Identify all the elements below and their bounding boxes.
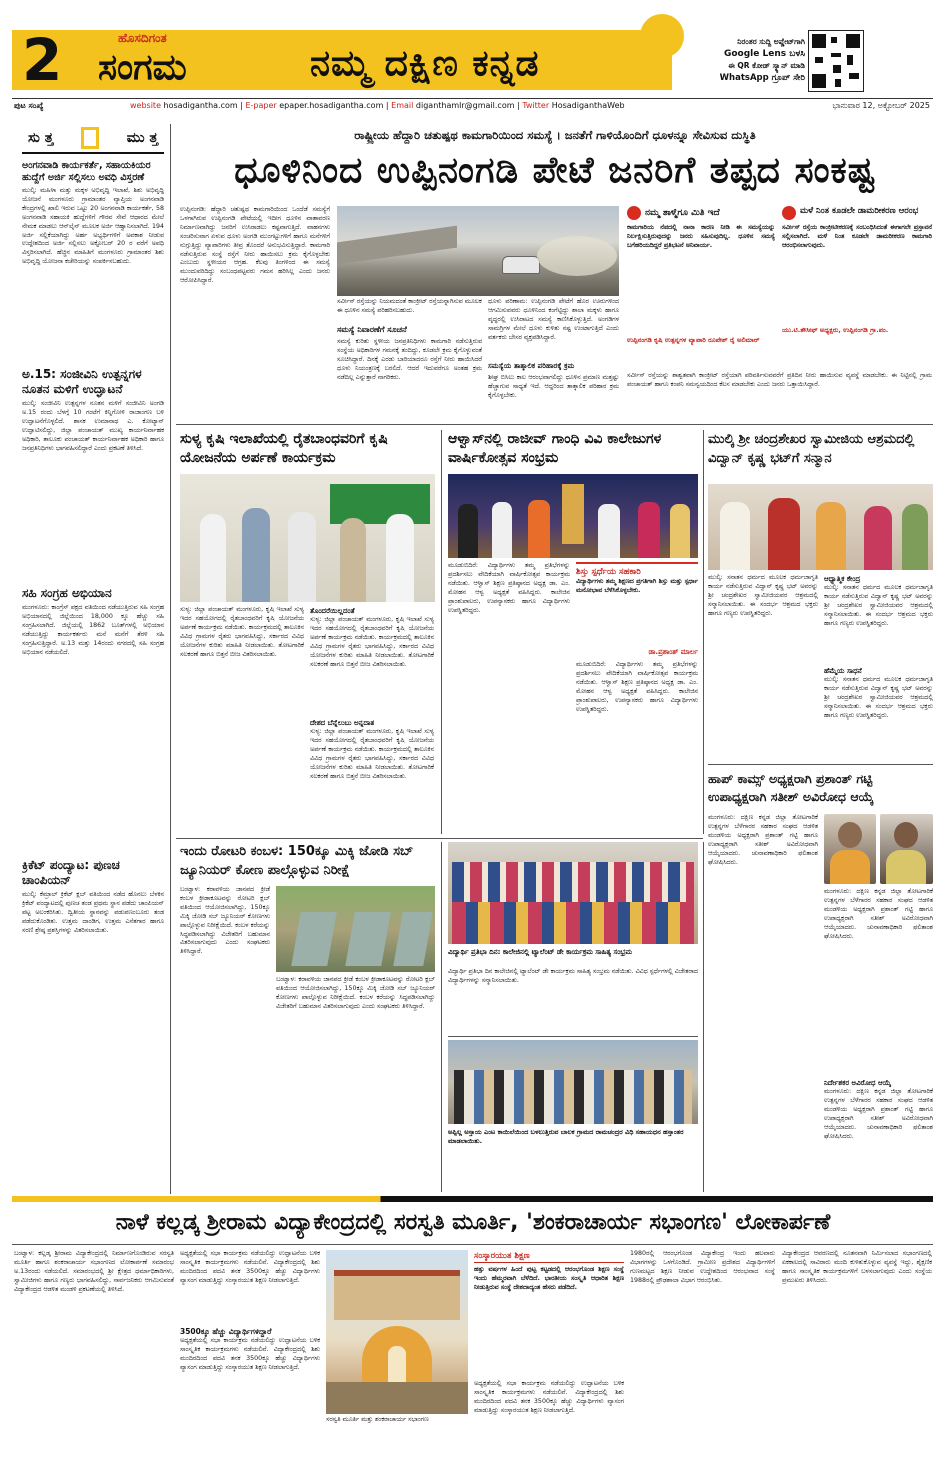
- brief-story: [22, 367, 164, 580]
- bottom-col1: ಬಂಟ್ವಾಳ: ಕಲ್ಲಡ್ಕ ಶ್ರೀರಾಮ ವಿದ್ಯಾಕೇಂದ್ರದಲ್ಲಿ ನಿರ್ಮಾಣಗೊಂಡಿರುವ ಸರಸ್ವತಿ ಮೂರ್ತಿ ಹಾಗೂ ಶಂಕರಾಚಾರ್ಯ ಸಭಾಂಗಣದ ಲೋಕಾರ್ಪಣೆ ಸಮಾರಂಭ ಅ.13ರಂದು ನಡೆಯಲಿದೆ. ಸಮಾರಂಭದಲ್ಲಿ ಶ್ರೀ ಕ್ಷೇತ್ರದ ಧರ್ಮಾಧಿಕಾರಿಗಳು, ಸ್ವಾಮೀಜಿಗಳು ಹಾಗೂ ಗಣ್ಯರು ಭಾಗವಹಿಸಲಿದ್ದು, ಸಾರ್ವಜನಿಕರು ಆಗಮಿಸುವಂತೆ ವಿದ್ಯಾಕೇಂದ್ರದ ಆಡಳಿತ ಮಂಡಳಿ ಪ್ರಕಟಣೆಯಲ್ಲಿ ತಿಳಿಸಿದೆ.: [14, 1250, 174, 1293]
- bottom-headline: ನಾಳೆ ಕಲ್ಲಡ್ಕ ಶ್ರೀರಾಮ ವಿದ್ಯಾಕೇಂದ್ರದಲ್ಲಿ ಸರಸ್ವತಿ ಮೂರ್ತಿ, 'ಶಂಕರಾಚಾರ್ಯ ಸಭಾಂಗಣ' ಲೋಕಾರ್ಪಣೆ: [115, 1210, 831, 1235]
- story-body: ವಿದ್ಯಾರ್ಥಿ ಪ್ರತಿಭಾ ದಿನ ಕಾಲೇಜಿನಲ್ಲಿ ಟ್ಯಾಲೆಂಟ್ ಡೇ ಕಾರ್ಯಕ್ರಮ ಸಾಹಿತ್ಯ ಸಂಭ್ರಮ ನಡೆಯಿತು. ವಿವಿಧ ಸ್ಪರ್ಧೆಗಳಲ್ಲಿ ವಿಜೇತರಾದ ವಿದ್ಯಾರ್ಥಿಗಳನ್ನು ಸನ್ಮಾನಿಸಲಾಯಿತು.: [448, 968, 698, 984]
- link-label: website: [130, 101, 161, 110]
- section-title: ನಮ್ಮ ದಕ್ಷಿಣ ಕನ್ನಡ: [310, 43, 540, 84]
- quote-title: ಮಳೆ ನಿಂತ ಕೂಡಲೇ ಡಾಮರೀಕರಣ ಆರಂಭ: [782, 206, 932, 220]
- story-talent: [448, 842, 698, 1032]
- group-people: [454, 1070, 692, 1124]
- lead-photo: [337, 206, 619, 296]
- story-body: ಬಂಟ್ವಾಳ: ಕರಾವಳಿಯ ಜಾನಪದ ಕ್ರೀಡೆ ಕಂಬಳ ಕ್ರೀಡಾಕೂಟವನ್ನು ರೋಟರಿ ಕ್ಲಬ್ ವತಿಯಿಂದ ಆಯೋಜಿಸಲಾಗಿದ್ದು, 150ಕ್ಕೂ ಮಿಕ್ಕಿ ಜೋಡಿ ಸಬ್ ಜ್ಯೂನಿಯರ್ ಕೋಣಗಳು ಪಾಲ್ಗೊಳ್ಳುವ ನಿರೀಕ್ಷೆಯಿದೆ. ಕಂಬಳ ಕರೆಯನ್ನು ಸಿದ್ಧಪಡಿಸಲಾಗಿದ್ದು ವಿಜೇತರಿಗೆ ಬಹುಮಾನ ವಿತರಿಸಲಾಗುವುದು ಎಂದು ಸಂಘಟಕರು ತಿಳಿಸಿದ್ದಾರೆ.: [276, 976, 435, 1010]
- row3-mid-rule: [448, 1036, 698, 1037]
- person: [638, 502, 660, 558]
- story-photo: [708, 484, 933, 570]
- brief-headline: ಅಂಗನವಾಡಿ ಕಾರ್ಯಕರ್ತೆ, ಸಹಾಯಕಿಯರ ಹುದ್ದೆಗೆ ಅರ್ಜಿ ಸಲ್ಲಿಸಲು ಅವಧಿ ವಿಸ್ತರಣೆ: [22, 160, 151, 183]
- link-label: Email: [391, 101, 414, 110]
- story-subhead: ಹೆಮ್ಮೆಯ ಸಾಧನೆ: [824, 667, 862, 675]
- qr-promo-line: ಈ QR ಕೋಡ್ ಸ್ಕ್ಯಾನ್ ಮಾಡಿ: [728, 61, 805, 70]
- lead-col2: ಸಮಸ್ಯೆ ಕುರಿತು ಸ್ಥಳೀಯ ಜನಪ್ರತಿನಿಧಿಗಳು ಕಾಮಗಾರಿ ನಡೆಸುತ್ತಿರುವ ಸಂಸ್ಥೆಯ ಅಧಿಕಾರಿಗಳ ಗಮನಕ್ಕೆ ತಂದಿದ್ದು, ಕೂಡಲೇ ಕ್ರಮ ಕೈಗೊಳ್ಳುವಂತೆ ಸೂಚಿಸಿದ್ದಾರೆ. ದಿನಕ್ಕೆ ಎರಡು ಬಾರಿಯಾದರೂ ರಸ್ತೆಗೆ ನೀರು ಹಾಯಿಸಿದರೆ ಧೂಳು ನಿಯಂತ್ರಣಕ್ಕೆ ಬರಲಿದೆ. ಆದರೆ ಇದುವರೆಗೂ ಅಂತಹ ಕ್ರಮ ನಡೆದಿಲ್ಲ ಎನ್ನುತ್ತಾರೆ ನಾಗರಿಕರು.: [337, 338, 482, 381]
- person: [528, 500, 550, 558]
- story-body: ಅಧ್ಯಕ್ಷತೆಯಲ್ಲಿ ಸಭಾ ಕಾರ್ಯಕ್ರಮ ನಡೆಯಲಿದ್ದು ಉದ್ಘಾಟನೆಯ ಬಳಿಕ ಸಾಂಸ್ಕೃತಿಕ ಕಾರ್ಯಕ್ರಮಗಳು ನಡೆಯಲಿವೆ. ವಿದ್ಯಾಕೇಂದ್ರದಲ್ಲಿ ಶಿಶು ಮಂದಿರದಿಂದ ಪದವಿ ತನಕ 3500ಕ್ಕೂ ಹೆಚ್ಚು ವಿದ್ಯಾರ್ಥಿಗಳು ವ್ಯಾಸಂಗ ಮಾಡುತ್ತಿದ್ದು ಸಂಸ್ಕಾರಯುತ ಶಿಕ್ಷಣ ನೀಡಲಾಗುತ್ತಿದೆ.: [180, 1337, 320, 1371]
- mutta-label: ಮು ತ್ತ: [126, 130, 158, 146]
- brief-body: ಮುಲ್ಕಿ: ಕೆಮ್ರಾಲ್ ಕ್ರಿಕೆಟ್ ಕ್ಲಬ್ ವತಿಯಿಂದ ನಡೆದ ಹೊನಲು ಬೆಳಕಿನ ಕ್ರಿಕೆಟ್ ಪಂದ್ಯಾಟದಲ್ಲಿ ಪುಣಚ ತಂಡ ಪ್ರಥಮ ಸ್ಥಾನ ಪಡೆದು ಚಾಂಪಿಯನ್ ಪಟ್ಟ ಅಲಂಕರಿಸಿತು. ದ್ವಿತೀಯ ಸ್ಥಾನವನ್ನು ಪಡುಪಣಂಬೂರು ತಂಡ ಪಡೆದುಕೊಂಡಿತು. ಉತ್ತಮ ದಾಂಡಿಗ, ಉತ್ತಮ ಎಸೆತಗಾರ ಹಾಗೂ ಸರಣಿ ಶ್ರೇಷ್ಠ ಪ್ರಶಸ್ತಿಗಳನ್ನು ವಿತರಿಸಲಾಯಿತು.: [22, 891, 164, 934]
- story-headline: ಅಪ್ಪಿಲ್ಲ ಅಸ್ತಾಯ ಎಂಟ ಕಾಯಿಲೆಯಿಂದ ಬಳಲುತ್ತಿರುವ ಬಾಲಕ ಗ್ರಾಮದ ರಾಮಚಂದ್ರರ ವಿಧಿ ಸಹಾಯಧನ ಹಸ್ತಾಂತರ ಮಾಡಲಾಯಿತು.: [448, 1128, 684, 1145]
- quote-credit: ಯು.ಟಿ.ತೌಸೀಫ್ ಅಧ್ಯಕ್ಷರು, ಉಪ್ಪಿನಂಗಡಿ ಗ್ರಾ.ಪಂ.: [782, 326, 889, 334]
- story-alvas: [448, 430, 698, 834]
- story-body: ಅಧ್ಯಕ್ಷತೆಯಲ್ಲಿ ಸಭಾ ಕಾರ್ಯಕ್ರಮ ನಡೆಯಲಿದ್ದು ಉದ್ಘಾಟನೆಯ ಬಳಿಕ ಸಾಂಸ್ಕೃತಿಕ ಕಾರ್ಯಕ್ರಮಗಳು ನಡೆಯಲಿವೆ. ವಿದ್ಯಾಕೇಂದ್ರದಲ್ಲಿ ಶಿಶು ಮಂದಿರದಿಂದ ಪದವಿ ತನಕ 3500ಕ್ಕೂ ಹೆಚ್ಚು ವಿದ್ಯಾರ್ಥಿಗಳು ವ್ಯಾಸಂಗ ಮಾಡುತ್ತಿದ್ದು ಸಂಸ್ಕಾರಯುತ ಶಿಕ್ಷಣ ನೀಡಲಾಗುತ್ತಿದೆ.: [474, 1380, 624, 1414]
- story-subhead: ಆಧ್ಯಾತ್ಮಿಕ ಕೇಂದ್ರ: [824, 575, 861, 583]
- quote-box-left: [627, 206, 775, 370]
- group-row: [452, 862, 694, 902]
- sutta-mutta-column: [22, 124, 164, 1194]
- lead-col3b: ಶೀಘ್ರ ಬಿಸಿಲು ಕಾಲ ಆರಂಭವಾಗಲಿದ್ದು ಧೂಳಿನ ಪ್ರಮಾಣ ಮತ್ತಷ್ಟು ಹೆಚ್ಚಾಗುವ ಸಾಧ್ಯತೆ ಇದೆ. ಆದ್ದರಿಂದ ತಾತ್ಕಾಲಿಕ ಪರಿಹಾರ ಕ್ರಮ ಕೈಗೊಳ್ಳಬೇಕು.: [488, 374, 619, 399]
- lead-col3: ಧೂಳು ಪರಿಣಾಮ: ಉಪ್ಪಿನಂಗಡಿ ಪೇಟೆಗೆ ಹೊರ ಊರುಗಳಿಂದ ಆಗಮಿಸುವವರು ಧೂಳಿನಿಂದ ಕಂಗೆಟ್ಟಿದ್ದು ಶಾಲಾ ಮಕ್ಕಳು ಹಾಗೂ ವೃದ್ಧರಲ್ಲಿ ಉಸಿರಾಟದ ಸಮಸ್ಯೆ ಕಾಣಿಸಿಕೊಳ್ಳುತ್ತಿದೆ. ಅಂಗಡಿಗಳ ಸಾಮಗ್ರಿಗಳ ಮೇಲೆ ಧೂಳು ಕುಳಿತು ನಷ್ಟ ಉಂಟಾಗುತ್ತಿದೆ ಎಂದು ವರ್ತಕರು ಬೇಸರ ವ್ಯಕ್ತಪಡಿಸಿದ್ದಾರೆ.: [488, 298, 619, 341]
- person: [386, 514, 414, 602]
- quote-body: ಸರ್ವೀಸ್ ರಸ್ತೆಯ ಕಾಂಕ್ರೀಟೀಕರಣಕ್ಕೆ ಸಂಬಂಧಿಸಿದಂತೆ ಈಗಾಗಲೇ ಪ್ರಸ್ತಾವನೆ ಸಲ್ಲಿಸಲಾಗಿದೆ. ಮಳೆ ನಿಂತ ಕೂಡಲೇ ಡಾಮರೀಕರಣ ಕಾಮಗಾರಿ ಆರಂಭಿಸಲಾಗುವುದು.: [782, 224, 932, 249]
- ground: [326, 1382, 468, 1414]
- frame-icon: [81, 127, 99, 149]
- lead-photo-caption: ಸರ್ವೀಸ್ ರಸ್ತೆಯನ್ನು ನಿಯಮದಂತೆ ಕಾಂಕ್ರೀಟ್ ರಸ್ತೆಯನ್ನಾಗಿಸುವ ಮೂಲಕ ಈ ಧೂಳಿನ ಸಮಸ್ಯೆ ಪರಿಹರಿಸಬಹುದು.: [337, 298, 482, 314]
- story-body: ಅಧ್ಯಕ್ಷತೆಯಲ್ಲಿ ಸಭಾ ಕಾರ್ಯಕ್ರಮ ನಡೆಯಲಿದ್ದು ಉದ್ಘಾಟನೆಯ ಬಳಿಕ ಸಾಂಸ್ಕೃತಿಕ ಕಾರ್ಯಕ್ರಮಗಳು ನಡೆಯಲಿವೆ. ವಿದ್ಯಾಕೇಂದ್ರದಲ್ಲಿ ಶಿಶು ಮಂದಿರದಿಂದ ಪದವಿ ತನಕ 3500ಕ್ಕೂ ಹೆಚ್ಚು ವಿದ್ಯಾರ್ಥಿಗಳು ವ್ಯಾಸಂಗ ಮಾಡುತ್ತಿದ್ದು ಸಂಸ್ಕಾರಯುತ ಶಿಕ್ಷಣ ನೀಡಲಾಗುತ್ತಿದೆ.: [180, 1250, 320, 1284]
- website-link[interactable]: hosadigantha.com: [163, 101, 238, 110]
- person: [720, 502, 750, 570]
- story-subhead: ದೇಶದ ಬೆನ್ನೆಲುಬು ಅನ್ನದಾತ: [310, 719, 375, 727]
- story-body: ಮುಲ್ಕಿ: ಸನಾತನ ಧರ್ಮದ ಮೂಲಕ ಧರ್ಮಜಾಗೃತಿ ಕಾರ್ಯ ನಡೆಸುತ್ತಿರುವ ವಿದ್ವಾನ್ ಕೃಷ್ಣ ಭಟ್ ಅವರನ್ನು ಶ್ರೀ ಚಂದ್ರಶೇಖರ ಸ್ವಾಮೀಜಿಯವರ ಆಶ್ರಮದಲ್ಲಿ ಸನ್ಮಾನಿಸಲಾಯಿತು. ಈ ಸಂದರ್ಭ ಆಶ್ರಮದ ಭಕ್ತರು ಹಾಗೂ ಗಣ್ಯರು ಉಪಸ್ಥಿತರಿದ್ದರು.: [708, 574, 818, 617]
- person: [200, 514, 226, 602]
- speech-bubble-icon: [627, 206, 641, 220]
- story-donation: [448, 1040, 698, 1192]
- building: [334, 1270, 460, 1320]
- brand-big: ಸಂಗಮ: [98, 47, 187, 88]
- water-track: [345, 912, 391, 966]
- speech-bubble-icon: [782, 206, 796, 220]
- brief-headline: ಕ್ರಿಕೆಟ್ ಪಂದ್ಯಾಟ: ಪುಣಚ ಚಾಂಪಿಯನ್: [22, 858, 120, 887]
- bottom-col4: ವಿದ್ಯಾಕೇಂದ್ರದ ಆವರಣದಲ್ಲಿ ನೂತನವಾಗಿ ನಿರ್ಮಿಸಲಾದ ಸಭಾಂಗಣದಲ್ಲಿ ಏಕಕಾಲದಲ್ಲಿ ಸಾವಿರಾರು ಮಂದಿ ಕುಳಿತುಕೊಳ್ಳುವ ವ್ಯವಸ್ಥೆ ಇದ್ದು, ಶೈಕ್ಷಣಿಕ ಹಾಗೂ ಸಾಂಸ್ಕೃತಿಕ ಕಾರ್ಯಕ್ರಮಗಳಿಗೆ ಬಳಸಲಾಗುವುದು ಎಂದು ಸಂಸ್ಥೆಯ ಪ್ರಮುಖರು ತಿಳಿಸಿದರು.: [782, 1250, 932, 1284]
- person: [816, 502, 846, 570]
- person: [458, 504, 478, 558]
- brief-story: [22, 858, 164, 1161]
- story-headline: ಇಂದು ರೋಟರಿ ಕಂಬಳ: 150ಕ್ಕೂ ಮಿಕ್ಕಿ ಜೋಡಿ ಸಬ್ ಜ್ಯೂನಿಯರ್ ಕೋಣ ಪಾಲ್ಗೊಳ್ಳುವ ನಿರೀಕ್ಷೆ: [180, 844, 414, 878]
- brief-story: [22, 160, 164, 361]
- story-body: ಮಂಗಳೂರು: ದಕ್ಷಿಣ ಕನ್ನಡ ಜಿಲ್ಲಾ ತೋಟಗಾರಿಕೆ ಉತ್ಪನ್ನಗಳ ಬೆಳೆಗಾರರ ಸಹಕಾರ ಸಂಘದ ಆಡಳಿತ ಮಂಡಳಿಯ ಅಧ್ಯಕ್ಷರಾಗಿ ಪ್ರಶಾಂತ್ ಗಟ್ಟಿ ಹಾಗೂ ಉಪಾಧ್ಯಕ್ಷರಾಗಿ ಸತೀಶ್ ಅವಿರೋಧವಾಗಿ ಆಯ್ಕೆಯಾದರು. ಚುನಾವಣಾಧಿಕಾರಿ ಫಲಿತಾಂಶ ಘೋಷಿಸಿದರು.: [708, 814, 818, 866]
- story-body: ಮಂಗಳೂರು: ದಕ್ಷಿಣ ಕನ್ನಡ ಜಿಲ್ಲಾ ತೋಟಗಾರಿಕೆ ಉತ್ಪನ್ನಗಳ ಬೆಳೆಗಾರರ ಸಹಕಾರ ಸಂಘದ ಆಡಳಿತ ಮಂಡಳಿಯ ಅಧ್ಯಕ್ಷರಾಗಿ ಪ್ರಶಾಂತ್ ಗಟ್ಟಿ ಹಾಗೂ ಉಪಾಧ್ಯಕ್ಷರಾಗಿ ಸತೀಶ್ ಅವಿರೋಧವಾಗಿ ಆಯ್ಕೆಯಾದರು. ಚುನಾವಣಾಧಿಕಾರಿ ಫಲಿತಾಂಶ ಘೋಷಿಸಿದರು.: [824, 888, 933, 940]
- story-photo: [448, 1040, 698, 1124]
- banner: [330, 484, 430, 524]
- lead-headline: ಧೂಳಿನಿಂದ ಉಪ್ಪಿನಂಗಡಿ ಪೇಟೆ ಜನರಿಗೆ ತಪ್ಪದ ಸಂಕಷ್ಟ: [234, 150, 876, 191]
- edition-label: ಪುಟ ಸಂಖ್ಯೆ: [14, 101, 44, 110]
- qr-promo-line: Google Lens ಬಳಸಿ: [723, 49, 805, 59]
- story-subhead: ನಿರ್ದೇಶಕರ ಅವಿರೋಧ ಆಯ್ಕೆ: [824, 1079, 892, 1087]
- bottom-highlight-box: [474, 1250, 624, 1450]
- dust-cloud: [537, 236, 617, 276]
- qr-promo: [690, 36, 805, 92]
- bottom-photo: [326, 1250, 468, 1414]
- story-body: ಬಂಟ್ವಾಳ: ಕರಾವಳಿಯ ಜಾನಪದ ಕ್ರೀಡೆ ಕಂಬಳ ಕ್ರೀಡಾಕೂಟವನ್ನು ರೋಟರಿ ಕ್ಲಬ್ ವತಿಯಿಂದ ಆಯೋಜಿಸಲಾಗಿದ್ದು, 150ಕ್ಕೂ ಮಿಕ್ಕಿ ಜೋಡಿ ಸಬ್ ಜ್ಯೂನಿಯರ್ ಕೋಣಗಳು ಪಾಲ್ಗೊಳ್ಳುವ ನಿರೀಕ್ಷೆಯಿದೆ. ಕಂಬಳ ಕರೆಯನ್ನು ಸಿದ್ಧಪಡಿಸಲಾಗಿದ್ದು ವಿಜೇತರಿಗೆ ಬಹುಮಾನ ವಿತರಿಸಲಾಗುವುದು ಎಂದು ಸಂಘಟಕರು ತಿಳಿಸಿದ್ದಾರೆ.: [180, 886, 270, 956]
- lead-kicker: ರಾಷ್ಟ್ರೀಯ ಹೆದ್ದಾರಿ ಚತುಷ್ಪಥ ಕಾಮಗಾರಿಯಿಂದ ಸಮಸ್ಯೆ । ಜನತೆಗೆ ಗಾಳಿಯೊಂದಿಗೆ ಧೂಳನ್ನೂ ಸೇವಿಸುವ ದುಸ್ಥಿತಿ: [354, 128, 756, 142]
- epaper-link[interactable]: epaper.hosadigantha.com: [279, 101, 384, 110]
- person: [768, 498, 800, 570]
- car-icon: [502, 256, 540, 274]
- water-track: [393, 912, 433, 966]
- twitter-link[interactable]: HosadiganthaWeb: [551, 101, 625, 110]
- row3-divider: [703, 842, 704, 1192]
- brief-story: [22, 586, 164, 852]
- qr-code-icon[interactable]: [808, 30, 864, 92]
- story-body: ಸುಳ್ಯ: ಜಿಲ್ಲಾ ಪಂಚಾಯತ್ ಮಂಗಳೂರು, ಕೃಷಿ ಇಲಾಖೆ ಸುಳ್ಯ ಇದರ ಸಹಯೋಗದಲ್ಲಿ ರೈತಬಾಂಧವರಿಗೆ ಕೃಷಿ ಯೋಜನೆಯ ಅರ್ಪಣೆ ಕಾರ್ಯಕ್ರಮ ನಡೆಯಿತು. ಕಾರ್ಯಕ್ರಮದಲ್ಲಿ ತಾಲೂಕಿನ ವಿವಿಧ ಗ್ರಾಮಗಳ ರೈತರು ಭಾಗವಹಿಸಿದ್ದು, ಸರ್ಕಾರದ ವಿವಿಧ ಯೋಜನೆಗಳ ಕುರಿತು ಮಾಹಿತಿ ನೀಡಲಾಯಿತು. ತೋಟಗಾರಿಕೆ ಸಲಕರಣೆ ಹಾಗೂ ಬಿತ್ತನೆ ಬೀಜ ವಿತರಿಸಲಾಯಿತು.: [180, 606, 304, 658]
- row3-divider: [441, 842, 442, 1192]
- quote-body: ಕಾಮಗಾರಿಯ ನೆಪದಲ್ಲಿ ನಾನಾ ಕಾರಣ ನೀಡಿ ಈ ಸಮಸ್ಯೆಯನ್ನು ನಿರ್ಲಕ್ಷಿಸುತ್ತಿರುವುದನ್ನು ಜನರು ಸಹಿಸುವುದಿಲ್ಲ. ಧೂಳಿನ ಸಮಸ್ಯೆ ಬಗೆಹರಿಯದಿದ್ದರೆ ಪ್ರತಿಭಟನೆ ಅನಿವಾರ್ಯ.: [627, 224, 775, 249]
- bottom-col3: 1980ರಲ್ಲಿ ಆರಂಭಗೊಂಡ ವಿದ್ಯಾಕೇಂದ್ರ ಇಂದು ಹಲವಾರು ವಿಭಾಗಗಳನ್ನು ಒಳಗೊಂಡಿದೆ. ಗ್ರಾಮೀಣ ಪ್ರದೇಶದ ವಿದ್ಯಾರ್ಥಿಗಳಿಗೆ ಗುಣಮಟ್ಟದ ಶಿಕ್ಷಣ ನೀಡುವ ಉದ್ದೇಶದಿಂದ ಆರಂಭವಾದ ಸಂಸ್ಥೆ 1988ರಲ್ಲಿ ಪ್ರೌಢಶಾಲಾ ವಿಭಾಗ ಆರಂಭಿಸಿತು.: [630, 1250, 775, 1284]
- person: [670, 504, 690, 558]
- quote-title: ನಮ್ಮ ತಾಳ್ಮೆಗೂ ಮಿತಿ ಇದೆ: [627, 206, 775, 220]
- highlight-body: ವಿದ್ಯಾರ್ಥಿಗಳು ತಮ್ಮ ಶಿಕ್ಷಣದ ಪ್ರಗತಿಗಾಗಿ ಶಿಸ್ತು ಮತ್ತು ಸ್ಪರ್ಧಾ ಮನೋಭಾವ ಬೆಳೆಸಿಕೊಳ್ಳಬೇಕು.: [576, 578, 698, 594]
- story-body: ಸುಳ್ಯ: ಜಿಲ್ಲಾ ಪಂಚಾಯತ್ ಮಂಗಳೂರು, ಕೃಷಿ ಇಲಾಖೆ ಸುಳ್ಯ ಇದರ ಸಹಯೋಗದಲ್ಲಿ ರೈತಬಾಂಧವರಿಗೆ ಕೃಷಿ ಯೋಜನೆಯ ಅರ್ಪಣೆ ಕಾರ್ಯಕ್ರಮ ನಡೆಯಿತು. ಕಾರ್ಯಕ್ರಮದಲ್ಲಿ ತಾಲೂಕಿನ ವಿವಿಧ ಗ್ರಾಮಗಳ ರೈತರು ಭಾಗವಹಿಸಿದ್ದು, ಸರ್ಕಾರದ ವಿವಿಧ ಯೋಜನೆಗಳ ಕುರಿತು ಮಾಹಿತಿ ನೀಡಲಾಯಿತು. ತೋಟಗಾರಿಕೆ ಸಲಕರಣೆ ಹಾಗೂ ಬಿತ್ತನೆ ಬೀಜ ವಿತರಿಸಲಾಯಿತು.: [310, 616, 434, 668]
- brand-small: ಹೊಸದಿಗಂತ: [118, 31, 167, 45]
- sun-icon: [640, 14, 684, 58]
- story-body: ಮುಲ್ಕಿ: ಸನಾತನ ಧರ್ಮದ ಮೂಲಕ ಧರ್ಮಜಾಗೃತಿ ಕಾರ್ಯ ನಡೆಸುತ್ತಿರುವ ವಿದ್ವಾನ್ ಕೃಷ್ಣ ಭಟ್ ಅವರನ್ನು ಶ್ರೀ ಚಂದ್ರಶೇಖರ ಸ್ವಾಮೀಜಿಯವರ ಆಶ್ರಮದಲ್ಲಿ ಸನ್ಮಾನಿಸಲಾಯಿತು. ಈ ಸಂದರ್ಭ ಆಶ್ರಮದ ಭಕ್ತರು ಹಾಗೂ ಗಣ್ಯರು ಉಪಸ್ಥಿತರಿದ್ದರು.: [824, 676, 933, 719]
- quote-credit: ಉಪ್ಪಿನಂಗಡಿ ಕೃಷಿ ಉತ್ಪನ್ನಗಳ ವ್ಯಾಪಾರಿ ರೂಪೇಶ್ ರೈ ಅಲಿಮಾರ್: [627, 336, 760, 344]
- lead-bottom-rule: [176, 424, 933, 425]
- highlight-title: ಸಂಸ್ಕಾರಯುತ ಶಿಕ್ಷಣ: [474, 1250, 624, 1263]
- brief-body: ಮುಲ್ಕಿ: ಮಹಿಳಾ ಮತ್ತು ಮಕ್ಕಳ ಅಭಿವೃದ್ಧಿ ಇಲಾಖೆ, ಶಿಶು ಅಭಿವೃದ್ಧಿ ಯೋಜನೆ ಮಂಗಳೂರು ಗ್ರಾಮಾಂತರ ವ್ಯಾಪ್ತಿಯ ಅಂಗನವಾಡಿ ಕೇಂದ್ರಗಳಲ್ಲಿ ಖಾಲಿ ಇರುವ ಒಟ್ಟು 20 ಅಂಗನವಾಡಿ ಕಾರ್ಯಕರ್ತೆ, 58 ಅಂಗನವಾಡಿ ಸಹಾಯಕಿ ಹುದ್ದೆಗಳಿಗೆ ಗೌರವ ಸೇವೆ ಆಧಾರದ ಮೇಲೆ ನೇಮಕ ಮಾಡಲು ಆನ್‌ಲೈನ್ ಮೂಲಕ ಅರ್ಜಿ ಆಹ್ವಾನಿಸಲಾಗಿದೆ. 194 ಅರ್ಜಿ ಸಲ್ಲಿಕೆಯಾಗಿದ್ದು ಅರ್ಹ ಅಭ್ಯರ್ಥಿಗಳಿಗೆ ಅವಕಾಶ ನೀಡುವ ಉದ್ದೇಶದಿಂದ ಅರ್ಜಿ ಸಲ್ಲಿಸಲು ಅಕ್ಟೋಬರ್ 20 ರ ವರೆಗೆ ಅವಧಿ ವಿಸ್ತರಿಸಲಾಗಿದೆ. ಹೆಚ್ಚಿನ ಮಾಹಿತಿಗೆ ಮಂಗಳೂರು ಗ್ರಾಮಾಂತರ ಶಿಶು ಅಭಿವೃದ್ಧಿ ಯೋಜನಾ ಕಚೇರಿಯನ್ನು ಸಂಪರ್ಕಿಸಬಹುದು.: [22, 187, 164, 266]
- quote-box-right: [782, 206, 932, 370]
- highlight-body: ಹತ್ತು ವರ್ಷಗಳ ಹಿಂದೆ ಪುಟ್ಟ ಕಟ್ಟಡದಲ್ಲಿ ಆರಂಭಗೊಂಡ ಶಿಕ್ಷಣ ಸಂಸ್ಥೆ ಇಂದು ಹೆಮ್ಮರವಾಗಿ ಬೆಳೆದಿದೆ. ಭಾರತೀಯ ಸಂಸ್ಕೃತಿ ಆಧಾರಿತ ಶಿಕ್ಷಣ ನೀಡುತ್ತಿರುವ ಸಂಸ್ಥೆ ದೇಶದಾದ್ಯಂತ ಹೆಸರು ಪಡೆದಿದೆ.: [474, 1266, 624, 1291]
- row-divider: [708, 764, 933, 765]
- story-subhead: 3500ಕ್ಕೂ ಹೆಚ್ಚು ವಿದ್ಯಾರ್ಥಿಗಳಿದ್ದಾರೆ: [180, 1327, 272, 1336]
- email-link[interactable]: diganthamlr@gmail.com: [415, 101, 515, 110]
- stage-lamp: [562, 484, 584, 544]
- highlight-box: [576, 562, 698, 657]
- page-number: 2: [22, 28, 63, 92]
- highlight-credit: ಡಾ.ಪ್ರಶಾಂತ್ ಮಾರ್ಲ: [648, 648, 698, 656]
- row2-divider: [441, 430, 442, 834]
- kambala-track-photo: [276, 886, 435, 972]
- qr-promo-line: WhatsApp ಗ್ರೂಪ್ ಸೇರಿ: [719, 73, 805, 83]
- story-body: ಮಂಗಳೂರು: ದಕ್ಷಿಣ ಕನ್ನಡ ಜಿಲ್ಲಾ ತೋಟಗಾರಿಕೆ ಉತ್ಪನ್ನಗಳ ಬೆಳೆಗಾರರ ಸಹಕಾರ ಸಂಘದ ಆಡಳಿತ ಮಂಡಳಿಯ ಅಧ್ಯಕ್ಷರಾಗಿ ಪ್ರಶಾಂತ್ ಗಟ್ಟಿ ಹಾಗೂ ಉಪಾಧ್ಯಕ್ಷರಾಗಿ ಸತೀಶ್ ಅವಿರೋಧವಾಗಿ ಆಯ್ಕೆಯಾದರು. ಚುನಾವಣಾಧಿಕಾರಿ ಫಲಿತಾಂಶ ಘೋಷಿಸಿದರು.: [824, 1088, 933, 1140]
- person: [340, 518, 366, 602]
- sutta-mutta-header: [22, 124, 164, 154]
- story-headline: ವಿದ್ಯಾರ್ಥಿ ಪ್ರತಿಭಾ ದಿನ: ಕಾಲೇಜಿನಲ್ಲಿ ಟ್ಯಾಲೆಂಟ್ ಡೇ ಕಾರ್ಯಕ್ರಮ ಸಾಹಿತ್ಯ ಸಂಭ್ರಮ: [448, 948, 633, 956]
- person: [598, 504, 620, 558]
- brief-body: ಮುಲ್ಕಿ: ಸಂಜೀವಿನಿ ಉತ್ಪನ್ನಗಳ ನೂತನ ಮಳಿಗೆ ಸಂಜೀವಿನಿ ಅಂಗಡಿ ಅ.15 ರಂದು ಬೆಳಗ್ಗೆ 10 ಗಂಟೆಗೆ ಕಿನ್ನಿಗೋಳಿ ರಾಜಾಂಗಣ ಬಳಿ ಉದ್ಘಾಟನೆಗೊಳ್ಳಲಿದೆ. ಶಾಸಕ ಉಮಾನಾಥ ಎ. ಕೋಟ್ಯಾನ್ ಉದ್ಘಾಟಿಸಲಿದ್ದು, ಜಿಲ್ಲಾ ಪಂಚಾಯತ್ ಮುಖ್ಯ ಕಾರ್ಯನಿರ್ವಾಹಕ ಅಧಿಕಾರಿ, ತಾಲೂಕು ಪಂಚಾಯತ್ ಕಾರ್ಯನಿರ್ವಾಹಕ ಅಧಿಕಾರಿ ಹಾಗೂ ಜನಪ್ರತಿನಿಧಿಗಳು ಭಾಗವಹಿಸಲಿದ್ದಾರೆ ಎಂದು ಪ್ರಕಟಣೆ ತಿಳಿಸಿದೆ.: [22, 400, 164, 452]
- story-body: ಮೂಡುಬಿದಿರೆ: ವಿದ್ಯಾರ್ಥಿಗಳು ತಮ್ಮ ಪ್ರತಿಭೆಗಳನ್ನು ಪ್ರದರ್ಶಿಸಲು ವೇದಿಕೆಯಾಗಿ ವಾರ್ಷಿಕೋತ್ಸವ ಕಾರ್ಯಕ್ರಮ ನಡೆಯಿತು. ಆಳ್ವಾಸ್ ಶಿಕ್ಷಣ ಪ್ರತಿಷ್ಠಾನದ ಅಧ್ಯಕ್ಷ ಡಾ. ಎಂ. ಮೋಹನ ಆಳ್ವ ಅಧ್ಯಕ್ಷತೆ ವಹಿಸಿದ್ದರು. ಕಾಲೇಜಿನ ಪ್ರಾಂಶುಪಾಲರು, ಉಪನ್ಯಾಸಕರು ಹಾಗೂ ವಿದ್ಯಾರ್ಥಿಗಳು ಉಪಸ್ಥಿತರಿದ್ದರು.: [448, 562, 570, 614]
- bottom-photo-caption: ಸರಸ್ವತಿ ಮೂರ್ತಿ ಮತ್ತು ಶಂಕರಾಚಾರ್ಯ ಸಭಾಂಗಣ: [326, 1416, 429, 1423]
- sutta-label: ಸು ತ್ತ: [28, 130, 54, 146]
- water-track: [291, 912, 337, 966]
- person: [864, 506, 892, 570]
- masthead: [0, 0, 945, 102]
- story-subhead: ತೊಂದರೆಯಿಲ್ಲದಂತೆ: [310, 607, 355, 615]
- story-headline: ಆಳ್ವಾಸ್‌ನಲ್ಲಿ ರಾಜೀವ್ ಗಾಂಧಿ ವಿವಿ ಕಾಲೇಜುಗಳ ವಾರ್ಷಿಕೋತ್ಸವ ಸಂಭ್ರಮ: [448, 431, 662, 466]
- link-label: Twitter: [522, 101, 550, 110]
- highway-flyover: [337, 226, 457, 265]
- story-headline: ಹಾಪ್ ಕಾಮ್ಸ್ ಅಧ್ಯಕ್ಷರಾಗಿ ಪ್ರಶಾಂತ್ ಗಟ್ಟಿ ಉಪಾಧ್ಯಕ್ಷರಾಗಿ ಸತೀಶ್ ಅವಿರೋಧ ಆಯ್ಕೆ: [708, 771, 874, 804]
- lead-subhead-2: ಸಮಸ್ಯೆಯ ತಾತ್ಕಾಲಿಕ ಪರಿಹಾರಕ್ಕೆ ಕ್ರಮ: [488, 361, 575, 370]
- lead-right-body: ಸರ್ವೀಸ್ ರಸ್ತೆಯನ್ನು ಶಾಶ್ವತವಾಗಿ ಕಾಂಕ್ರೀಟ್ ರಸ್ತೆಯಾಗಿ ಪರಿವರ್ತಿಸುವವರೆಗೆ ಪ್ರತಿದಿನ ನೀರು ಹಾಯಿಸುವ ವ್ಯವಸ್ಥೆ ಮಾಡಬೇಕು. ಈ ನಿಟ್ಟಿನಲ್ಲಿ ಗ್ರಾಮ ಪಂಚಾಯತ್ ಹಾಗೂ ಕಂಪನಿ ಸಮನ್ವಯದಿಂದ ಕೆಲಸ ಮಾಡಬೇಕು ಎಂದು ಜನರು ಒತ್ತಾಯಿಸಿದ್ದಾರೆ.: [627, 372, 932, 388]
- story-photo: [448, 842, 698, 944]
- story-photo: [180, 474, 435, 602]
- lead-col1: ಉಪ್ಪಿನಂಗಡಿ: ಹೆದ್ದಾರಿ ಚತುಷ್ಪಥ ಕಾಮಗಾರಿಯಿಂದ ಒಂದೆಡೆ ಸಮಸ್ಯೆಗೆ ಒಳಗಾಗಿರುವ ಉಪ್ಪಿನಂಗಡಿ ಪೇಟೆಯಲ್ಲಿ ಇದೀಗ ಧೂಳಿನ ವಾತಾವರಣ ನಿರ್ಮಾಣವಾಗಿದ್ದು ಜನರಿಗೆ ಉಸಿರಾಡಲು ಕಷ್ಟವಾಗುತ್ತಿದೆ. ವಾಹನಗಳು ಸಂಚರಿಸುವಾಗ ಏಳುವ ಧೂಳು ಅಂಗಡಿ ಮುಂಗಟ್ಟುಗಳಿಗೆ ಹಾಗೂ ಮನೆಗಳಿಗೆ ನುಗ್ಗುತ್ತಿದ್ದು ವ್ಯಾಪಾರಿಗಳು ತೀವ್ರ ತೊಂದರೆ ಅನುಭವಿಸುತ್ತಿದ್ದಾರೆ. ಕಾಮಗಾರಿ ನಡೆಸುತ್ತಿರುವ ಸಂಸ್ಥೆ ರಸ್ತೆಗೆ ನೀರು ಹಾಯಿಸಲು ಕ್ರಮ ಕೈಗೊಳ್ಳಬೇಕು ಎಂಬುದು ಸ್ಥಳೀಯರ ಆಗ್ರಹ. ಕೆಲವು ತಿಂಗಳಿಂದ ಈ ಸಮಸ್ಯೆ ಮುಂದುವರಿದಿದ್ದು ಸಂಬಂಧಪಟ್ಟವರು ಗಮನ ಹರಿಸಿಲ್ಲ ಎಂದು ಜನರು ಆರೋಪಿಸಿದ್ದಾರೆ.: [180, 206, 330, 285]
- group-row: [452, 902, 694, 944]
- portrait-pair: [824, 814, 933, 884]
- row2-bottom-rule: [176, 838, 703, 839]
- left-column-divider: [170, 124, 171, 1194]
- story-headline: ಮುಲ್ಕಿ ಶ್ರೀ ಚಂದ್ರಶೇಖರ ಸ್ವಾಮೀಜಿಯ ಆಶ್ರಮದಲ್ಲಿ ವಿದ್ವಾನ್ ಕೃಷ್ಣ ಭಟ್‌ಗೆ ಸನ್ಮಾನ: [708, 432, 915, 466]
- bottom-headline-rule: [12, 1244, 933, 1245]
- person: [902, 504, 928, 570]
- story-body: ಮೂಡುಬಿದಿರೆ: ವಿದ್ಯಾರ್ಥಿಗಳು ತಮ್ಮ ಪ್ರತಿಭೆಗಳನ್ನು ಪ್ರದರ್ಶಿಸಲು ವೇದಿಕೆಯಾಗಿ ವಾರ್ಷಿಕೋತ್ಸವ ಕಾರ್ಯಕ್ರಮ ನಡೆಯಿತು. ಆಳ್ವಾಸ್ ಶಿಕ್ಷಣ ಪ್ರತಿಷ್ಠಾನದ ಅಧ್ಯಕ್ಷ ಡಾ. ಎಂ. ಮೋಹನ ಆಳ್ವ ಅಧ್ಯಕ್ಷತೆ ವಹಿಸಿದ್ದರು. ಕಾಲೇಜಿನ ಪ್ರಾಂಶುಪಾಲರು, ಉಪನ್ಯಾಸಕರು ಹಾಗೂ ವಿದ್ಯಾರ್ಥಿಗಳು ಉಪಸ್ಥಿತರಿದ್ದರು.: [576, 661, 698, 713]
- brief-body: ಮಂಗಳೂರು: ಕಾಂಗ್ರೆಸ್ ಪಕ್ಷದ ವತಿಯಿಂದ ನಡೆಯುತ್ತಿರುವ ಸಹಿ ಸಂಗ್ರಹ ಅಭಿಯಾನದಲ್ಲಿ ಜಿಲ್ಲೆಯಿಂದ 18,000 ಕ್ಕೂ ಹೆಚ್ಚು ಸಹಿ ಸಂಗ್ರಹಿಸಲಾಗಿದೆ. ಜಿಲ್ಲೆಯಲ್ಲಿ 1862 ಬೂತ್‌ಗಳಲ್ಲಿ ಅಭಿಯಾನ ನಡೆಯುತ್ತಿದ್ದು ಕಾರ್ಯಕರ್ತರು ಮನೆ ಮನೆಗೆ ತೆರಳಿ ಸಹಿ ಸಂಗ್ರಹಿಸುತ್ತಿದ್ದಾರೆ. ಅ.13 ಮತ್ತು 14ರಂದು ನಗರದಲ್ಲಿ ಸಹಿ ಸಂಗ್ರಹ ಅಭಿಯಾನ ನಡೆಯಲಿದೆ.: [22, 604, 164, 656]
- brief-headline: ಅ.15: ಸಂಜೀವಿನಿ ಉತ್ಪನ್ನಗಳ ನೂತನ ಮಳಿಗೆ ಉದ್ಘಾಟನೆ: [22, 367, 142, 396]
- story-body: ಸುಳ್ಯ: ಜಿಲ್ಲಾ ಪಂಚಾಯತ್ ಮಂಗಳೂರು, ಕೃಷಿ ಇಲಾಖೆ ಸುಳ್ಯ ಇದರ ಸಹಯೋಗದಲ್ಲಿ ರೈತಬಾಂಧವರಿಗೆ ಕೃಷಿ ಯೋಜನೆಯ ಅರ್ಪಣೆ ಕಾರ್ಯಕ್ರಮ ನಡೆಯಿತು. ಕಾರ್ಯಕ್ರಮದಲ್ಲಿ ತಾಲೂಕಿನ ವಿವಿಧ ಗ್ರಾಮಗಳ ರೈತರು ಭಾಗವಹಿಸಿದ್ದು, ಸರ್ಕಾರದ ವಿವಿಧ ಯೋಜನೆಗಳ ಕುರಿತು ಮಾಹಿತಿ ನೀಡಲಾಯಿತು. ತೋಟಗಾರಿಕೆ ಸಲಕರಣೆ ಹಾಗೂ ಬಿತ್ತನೆ ಬೀಜ ವಿತರಿಸಲಾಯಿತು.: [310, 728, 434, 780]
- story-body: ಮುಲ್ಕಿ: ಸನಾತನ ಧರ್ಮದ ಮೂಲಕ ಧರ್ಮಜಾಗೃತಿ ಕಾರ್ಯ ನಡೆಸುತ್ತಿರುವ ವಿದ್ವಾನ್ ಕೃಷ್ಣ ಭಟ್ ಅವರನ್ನು ಶ್ರೀ ಚಂದ್ರಶೇಖರ ಸ್ವಾಮೀಜಿಯವರ ಆಶ್ರಮದಲ್ಲಿ ಸನ್ಮಾನಿಸಲಾಯಿತು. ಈ ಸಂದರ್ಭ ಆಶ್ರಮದ ಭಕ್ತರು ಹಾಗೂ ಗಣ್ಯರು ಉಪಸ್ಥಿತರಿದ್ದರು.: [824, 584, 933, 627]
- masthead-links: website hosadigantha.com | E-paper epaper.hosadigantha.com | Email diganthamlr@gmail.com | Twitter HosadiganthaWeb: [130, 101, 625, 110]
- story-hopcoms: [708, 770, 933, 1190]
- person: [492, 502, 512, 558]
- story-mulki: [708, 430, 933, 760]
- story-krishi: [180, 430, 435, 834]
- person: [288, 512, 316, 602]
- story-photo: [448, 474, 698, 558]
- statue: [388, 1346, 406, 1382]
- brief-headline: ಸಹಿ ಸಂಗ್ರಹ ಅಭಿಯಾನ: [22, 586, 112, 600]
- link-label: E-paper: [245, 101, 277, 110]
- qr-promo-line: ನಿರಂತರ ಸುದ್ದಿ ಅಪ್ಡೇಟ್‌ಗಾಗಿ: [737, 37, 805, 46]
- portrait-photo: [880, 814, 933, 884]
- story-kambala: [180, 842, 435, 1192]
- row2-divider: [703, 430, 704, 834]
- lead-subhead-1: ಸಮಸ್ಯೆ ನಿವಾರಣೆಗೆ ಸೂಚನೆ: [337, 325, 407, 334]
- highlight-title: ಶಿಸ್ತು ಸ್ಪರ್ಧೆಯ ಸಹಕಾರಿ: [576, 567, 641, 577]
- bottom-stripe: [12, 1196, 933, 1202]
- portrait-photo: [824, 814, 876, 884]
- page-date: ಭಾನುವಾರ 12, ಅಕ್ಟೋಬರ್ 2025: [832, 101, 930, 110]
- story-headline: ಸುಳ್ಯ ಕೃಷಿ ಇಲಾಖೆಯಲ್ಲಿ ರೈತಬಾಂಧವರಿಗೆ ಕೃಷಿ ಯೋಜನೆಯ ಅರ್ಪಣೆ ಕಾರ್ಯಕ್ರಮ: [180, 431, 388, 466]
- bottom-col2: [180, 1250, 320, 1450]
- person: [242, 508, 270, 602]
